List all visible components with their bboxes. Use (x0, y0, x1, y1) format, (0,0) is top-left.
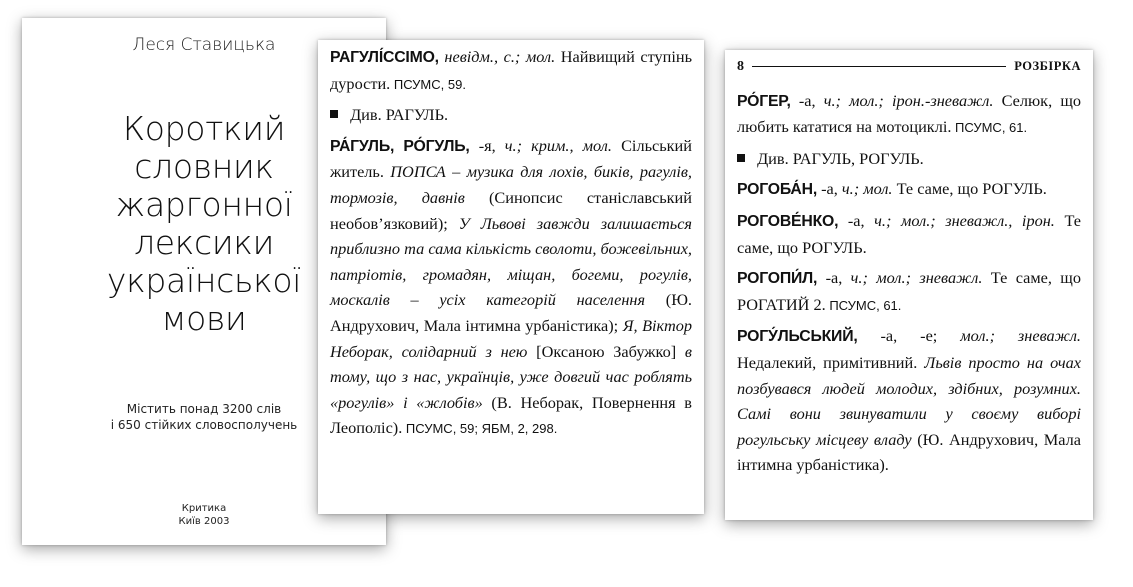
entry-source-ref: ПСУМС, 59; ЯБМ, 2, 298. (402, 421, 558, 437)
entry-definition: Селюк, що любить кататися на мотоциклі. (737, 90, 1082, 137)
dictionary-entry (737, 88, 1081, 141)
entry-definition: Сільський житель. (330, 135, 692, 182)
entry-grammar: ч.; крим., мол. (495, 135, 612, 155)
cover-title-line: мови (161, 299, 247, 338)
entry-headword: РАГУЛІ́ССІМО, (330, 49, 439, 66)
dictionary-page-left (318, 40, 704, 514)
cover-author: Леся Ставицька (132, 35, 276, 55)
entry-quote-source: (В. Неборак, Повернення в Леополіс). (330, 392, 692, 438)
entry-headword: РОГОВЕ́НКО, (737, 212, 839, 230)
header-rule (752, 66, 1006, 67)
entry-grammar: мол.; зневажл. (937, 326, 1081, 346)
entry-definition: Найвищий ступінь дурости. (330, 47, 693, 93)
entry-source-ref: ПСУМС, 59. (390, 76, 466, 92)
entry-quote: в тому, що з нас, українців, уже довгий час роблять «рогулів» і «жлобів» (330, 341, 692, 412)
dictionary-entry (330, 133, 692, 442)
entry-source-ref: ПСУМС, 61. (951, 120, 1028, 136)
entry-inflection: -я, (469, 135, 496, 155)
entry-definition: Недалекий, примітивний. (737, 352, 918, 372)
entry-quote-source: (Ю. Андрухович, Мала інтимна урбаністика). (737, 429, 1081, 475)
entry-headword: РО́ГЕР, (737, 92, 791, 110)
page-header (737, 54, 1081, 80)
section-title: РОЗБІРКА (1014, 59, 1081, 73)
cover-title-line: Короткий (122, 109, 286, 148)
entry-inflection: -а, (838, 210, 865, 230)
cover-title-line: жаргонної (115, 185, 293, 224)
cover-publisher-name: Критика (181, 503, 227, 514)
cross-reference-text: Див. РАГУЛЬ, РОГУЛЬ. (757, 148, 924, 168)
entry-headword: РА́ГУЛЬ, РО́ГУЛЬ, (330, 137, 470, 155)
entry-headword: РОГОПИ́Л, (737, 270, 818, 288)
dictionary-entry (737, 208, 1081, 260)
dictionary-entry (737, 323, 1081, 478)
cover-subtitle-line: Містить понад 3200 слів (126, 402, 282, 416)
entry-definition: Те саме, що РОГАТИЙ 2. (737, 268, 1081, 314)
entry-inflection: -а, (817, 268, 843, 288)
entry-quote-source: (Синопсис станіславський необов’язковий); (330, 187, 692, 233)
entry-headword: РОГОБА́Н, (737, 181, 818, 199)
entry-quote: ПОПСА – музика для лохів, биків, рагулів, тормозів, давнів (330, 162, 692, 207)
entry-inflection: -а, -е; (857, 326, 938, 346)
entry-source-ref: ПСУМС, 61. (825, 297, 902, 313)
entry-grammar: ч.; мол.; зневажл., ірон. (864, 210, 1055, 230)
entry-inflection: -а, (790, 90, 816, 110)
entry-grammar: ч.; мол. (837, 179, 893, 199)
dictionary-entry (737, 176, 1081, 203)
entry-grammar: ч.; мол.; ірон.-зневажл. (815, 90, 994, 110)
entry-headword: РОГУ́ЛЬСЬКИЙ, (737, 328, 858, 346)
entry-quote-source: (Ю. Андрухович, Мала інтимна урбаністика); (330, 290, 693, 335)
page-number: 8 (737, 59, 744, 74)
cover-publisher-place-year: Київ 2003 (178, 516, 230, 527)
dictionary-page-right (725, 50, 1093, 520)
entry-inflection: -а, (817, 179, 838, 199)
cross-reference (737, 146, 1081, 172)
entry-quote: Я, Віктор Неборак, солідарний з нею (330, 315, 692, 361)
cover-title-line: словник (134, 147, 274, 186)
entry-definition: Те саме, що РОГУЛЬ. (737, 210, 1081, 257)
entry-quote-insert: [Оксаною Забужко] (527, 341, 677, 361)
entry-definition: Те саме, що РОГУЛЬ. (892, 179, 1047, 199)
cover-title-line: лексики (133, 223, 275, 262)
entry-grammar: ч.; мол.; зневажл. (842, 268, 983, 288)
cross-reference (330, 102, 692, 128)
cover-title-line: української (106, 261, 302, 300)
cover-subtitle-line: і 650 стійких словосполучень (110, 418, 298, 432)
dictionary-entry (330, 44, 692, 97)
entry-grammar: невідм., с.; мол. (438, 47, 556, 66)
entry-quote: У Львові завжди залишається приблизно та сама кількість сволоти, божевільних, патріотів, громадян, міщан, богеми, рогулів, москалів – усіх категорій населення (330, 213, 692, 310)
dictionary-entry (737, 265, 1081, 318)
entry-quote: Львів просто на очах позбувався людей молодих, здібних, розумних. Самі вони звинуватили у своєму виборі рогульську місцеву владу (737, 352, 1081, 449)
cross-reference-text: Див. РАГУЛЬ. (350, 105, 449, 125)
